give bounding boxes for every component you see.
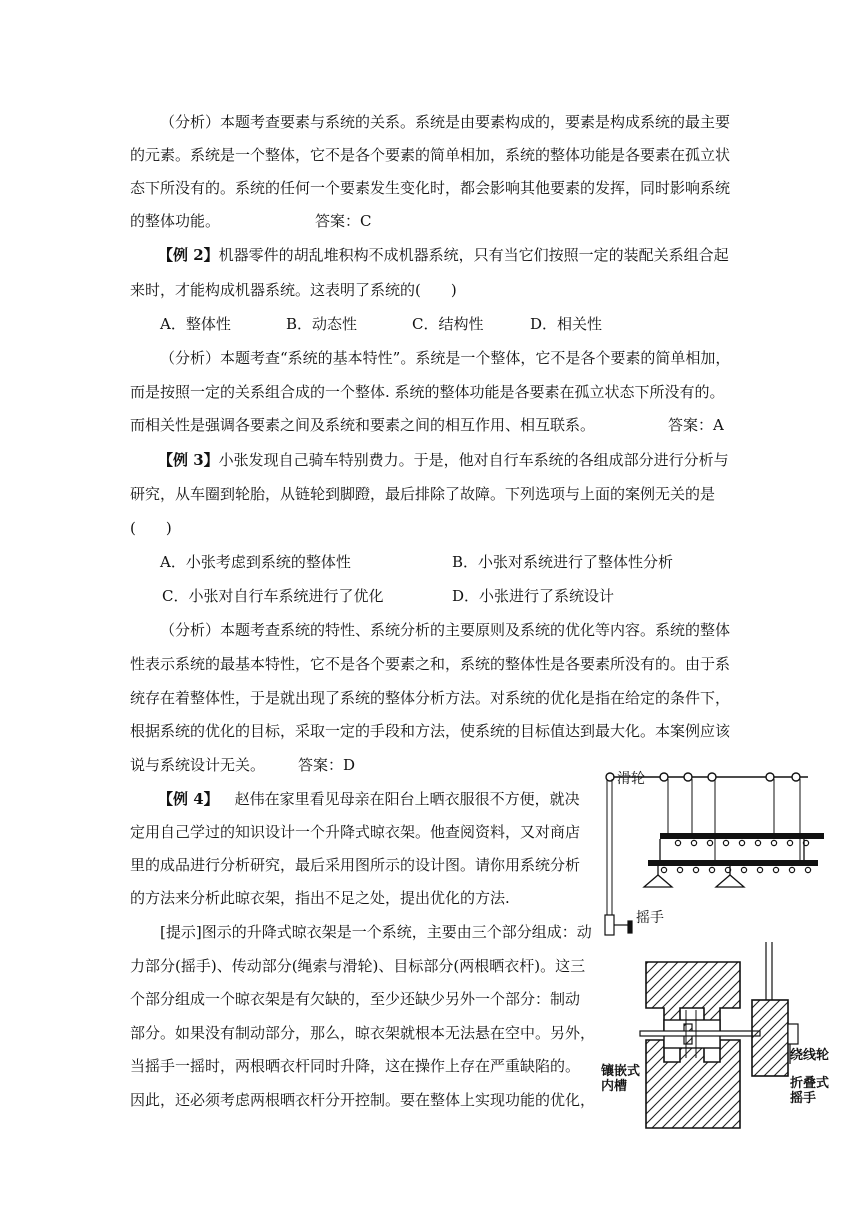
option-d: D．小张进行了系统设计 — [452, 587, 615, 605]
analysis-line: 根据系统的优化的目标，采取一定的手段和方法，使系统的目标值达到最大化。本案例应该 — [130, 722, 731, 740]
analysis-line: （分析）本题考查“系统的基本特性”。系统是一个整体，它不是各个要素的简单相加， — [160, 349, 731, 367]
answer-label: 答案：D — [298, 756, 356, 774]
wall-block-lower — [646, 1040, 740, 1128]
analysis-line: 的整体功能。 — [130, 212, 221, 230]
folding-crank — [788, 1024, 798, 1044]
example-4-tag: 【例 4】 — [158, 790, 219, 808]
hook-row — [661, 867, 810, 872]
answer-label: 答案：A — [668, 416, 724, 434]
option-a: A．小张考虑到系统的整体性 — [160, 553, 351, 571]
drying-bar-lower — [648, 860, 818, 866]
analysis-line: 态下所没有的。系统的任何一个要素发生变化时，都会影响其他要素的发挥，同时影响系统 — [130, 179, 731, 197]
analysis-line: 性表示系统的最基本特性，它不是各个要素之和，系统的整体性是各要素所没有的。由于系 — [130, 655, 731, 673]
analysis-line: （分析）本题考查要素与系统的关系。系统是由要素构成的，要素是构成系统的最主要 — [160, 113, 731, 131]
example-2-line — [158, 245, 729, 265]
drying-bar-upper — [660, 833, 824, 839]
example-4-line: 里的成品进行分析研究，最后采用图所示的设计图。请你用系统分析 — [130, 856, 581, 874]
example-3-line: 研究，从车圈到轮胎，从链轮到脚蹬，最后排除了故障。下列选项与上面的案例无关的是 — [130, 485, 716, 503]
crank-icon — [605, 915, 632, 935]
example-4-line — [158, 789, 580, 809]
analysis-line: 说与系统设计无关。 — [130, 756, 266, 774]
analysis-line: 统存在着整体性，于是就出现了系统的整体分析方法。对系统的优化是指在给定的条件下， — [130, 689, 731, 707]
example-2-text: 机器零件的胡乱堆积构不成机器系统，只有当它们按照一定的装配关系组合起 — [218, 246, 729, 264]
example-3-text: 小张发现自己骑车特别费力。于是，他对自行车系统的各组成部分进行分析与 — [218, 451, 729, 469]
example-3-tag: 【例 3】 — [158, 451, 219, 469]
folding-crank-label: 折叠式 摇手 — [790, 1076, 830, 1106]
answer-label: 答案：C — [315, 212, 372, 230]
hint-line: [提示]图示的升降式晾衣架是一个系统，主要由三个部分组成：动 — [160, 923, 592, 941]
pulley-label: 滑轮 — [617, 771, 645, 787]
analysis-line: 的元素。系统是一个整体，它不是各个要素的简单相加，系统的整体功能是各要素在孤立状 — [130, 146, 731, 164]
hook-row — [675, 840, 808, 845]
option-b: B．动态性 — [286, 315, 358, 333]
hint-line: 当摇手一摇时，两根晒衣杆同时升降，这在操作上存在严重缺陷的。 — [130, 1057, 581, 1075]
hint-line: 力部分(摇手)、传动部分(绳索与滑轮)、目标部分(两根晒衣杆)。这三 — [130, 957, 586, 975]
option-a: A．整体性 — [160, 315, 231, 333]
analysis-line: （分析）本题考查系统的特性、系统分析的主要原则及系统的优化等内容。系统的整体 — [160, 621, 731, 639]
example-2-tag: 【例 2】 — [158, 246, 219, 264]
axle — [640, 1031, 760, 1036]
example-2-line: 来时，才能构成机器系统。这表明了系统的( ) — [130, 281, 457, 299]
crank-label: 摇手 — [636, 910, 664, 926]
inner-groove-label: 镶嵌式 内槽 — [601, 1064, 641, 1094]
reel — [752, 1000, 788, 1076]
analysis-line: 而是按照一定的关系组合成的一个整体. 系统的整体功能是各要素在孤立状态下所没有的。 — [130, 383, 725, 401]
example-4-line: 定用自己学过的知识设计一个升降式晾衣架。他查阅资料，又对商店 — [130, 823, 581, 841]
analysis-line: 而相关性是强调各要素之间及系统和要素之间的相互作用、相互联系。 — [130, 416, 596, 434]
option-c: C．结构性 — [412, 315, 484, 333]
example-3-line: ( ) — [130, 519, 172, 537]
example-4-text: 赵伟在家里看见母亲在阳台上晒衣服很不方便，就决 — [234, 790, 580, 808]
hint-line: 因此，还必须考虑两根晒衣杆分开控制。要在整体上实现功能的优化， — [130, 1091, 596, 1109]
option-b: B．小张对系统进行了整体性分析 — [452, 553, 674, 571]
option-d: D．相关性 — [530, 315, 603, 333]
hint-line: 个部分组成一个晾衣架是有欠缺的，至少还缺少另外一个部分：制动 — [130, 990, 581, 1008]
option-c: C．小张对自行车系统进行了优化 — [162, 587, 384, 605]
reel-label: 绕线轮 — [790, 1048, 830, 1063]
example-3-line — [158, 450, 729, 470]
example-4-line: 的方法来分析此晾衣架，指出不足之处，提出优化的方法. — [130, 889, 510, 907]
hint-line: 部分。如果没有制动部分，那么，晾衣架就根本无法悬在空中。另外， — [130, 1024, 596, 1042]
